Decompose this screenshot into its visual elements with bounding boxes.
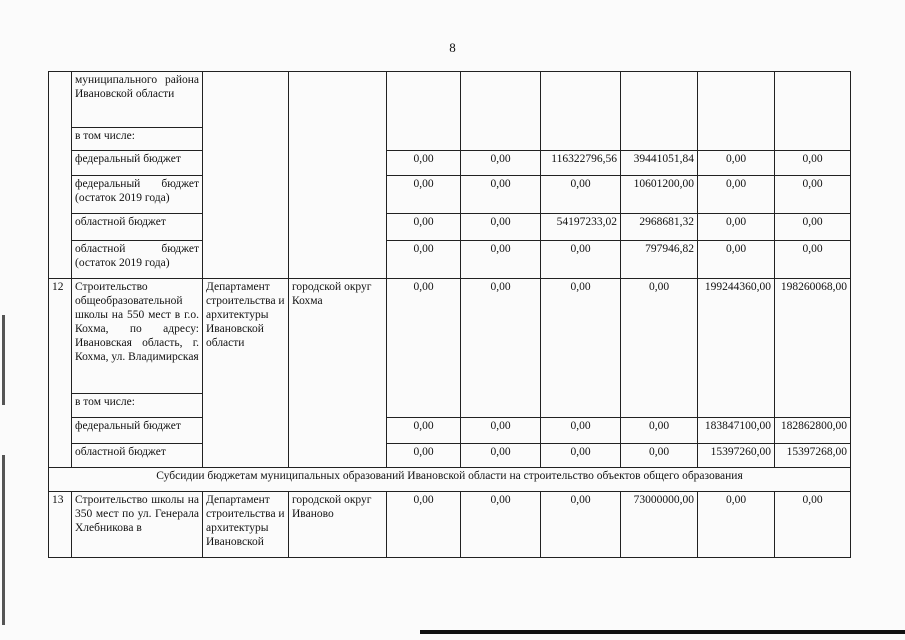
value-cell: 0,00 [775, 214, 851, 241]
item-number: 12 [49, 279, 72, 468]
value-cell: 198260068,00 [775, 279, 851, 418]
value-cell: 0,00 [698, 492, 775, 558]
value-cell: 15397260,00 [698, 444, 775, 468]
table-row [49, 279, 851, 394]
section-row [49, 468, 851, 492]
row-desc: областной бюджет (остаток 2019 года) [72, 241, 203, 279]
value-cell: 0,00 [461, 418, 541, 444]
table-row [49, 151, 851, 176]
value-cell: 2968681,32 [621, 214, 698, 241]
value-cell: 797946,82 [621, 241, 698, 279]
table-row [49, 444, 851, 468]
value-cell: 0,00 [698, 176, 775, 214]
value-cell: 0,00 [461, 444, 541, 468]
item-description: Строительство общеобразовательной школы на 550 мест в г.о. Кохма, по адресу: Ивановская область, г. Кохма, ул. Владимирская [72, 279, 203, 394]
row-desc: областной бюджет [72, 444, 203, 468]
value-cell: 182862800,00 [775, 418, 851, 444]
value-cell: 0,00 [621, 418, 698, 444]
value-cell: 183847100,00 [698, 418, 775, 444]
row-desc: федеральный бюджет (остаток 2019 года) [72, 176, 203, 214]
item-place: городской округ Иваново [289, 492, 387, 558]
row-desc: в том числе: [72, 394, 203, 418]
value-cell: 199244360,00 [698, 279, 775, 418]
budget-table [48, 71, 851, 558]
value-cell: 0,00 [621, 444, 698, 468]
value-cell: 0,00 [541, 241, 621, 279]
value-cell: 0,00 [387, 444, 461, 468]
value-cell: 0,00 [387, 492, 461, 558]
value-cell: 39441051,84 [621, 151, 698, 176]
value-cell: 0,00 [775, 151, 851, 176]
row-desc: в том числе: [72, 128, 203, 151]
value-cell: 0,00 [387, 279, 461, 418]
value-cell: 0,00 [387, 241, 461, 279]
value-cell: 15397268,00 [775, 444, 851, 468]
scan-mark [2, 455, 5, 625]
value-cell: 73000000,00 [621, 492, 698, 558]
value-cell: 0,00 [775, 241, 851, 279]
value-cell: 0,00 [387, 151, 461, 176]
row-desc: федеральный бюджет [72, 418, 203, 444]
value-cell: 10601200,00 [621, 176, 698, 214]
table-row [49, 214, 851, 241]
value-cell: 0,00 [698, 151, 775, 176]
value-cell: 0,00 [541, 176, 621, 214]
row-desc: муниципального района Ивановской области [72, 72, 203, 128]
value-cell: 54197233,02 [541, 214, 621, 241]
value-cell: 0,00 [387, 418, 461, 444]
value-cell: 0,00 [698, 241, 775, 279]
item-place: городской округ Кохма [289, 279, 387, 468]
value-cell: 0,00 [775, 176, 851, 214]
value-cell: 0,00 [698, 214, 775, 241]
value-cell: 0,00 [461, 492, 541, 558]
value-cell: 0,00 [621, 279, 698, 418]
page-number: 8 [449, 40, 456, 55]
value-cell: 0,00 [541, 279, 621, 418]
item-organization: Департамент строительства и архитектуры Ивановской области [203, 279, 289, 468]
value-cell: 0,00 [461, 279, 541, 418]
value-cell: 116322796,56 [541, 151, 621, 176]
value-cell: 0,00 [461, 241, 541, 279]
value-cell: 0,00 [461, 214, 541, 241]
value-cell: 0,00 [461, 151, 541, 176]
scan-mark [2, 315, 5, 405]
item-organization: Департамент строительства и архитектуры Ивановской [203, 492, 289, 558]
table-row [49, 418, 851, 444]
value-cell: 0,00 [387, 214, 461, 241]
table-row [49, 241, 851, 279]
row-desc: федеральный бюджет [72, 151, 203, 176]
table-row [49, 176, 851, 214]
table-row [49, 492, 851, 558]
value-cell: 0,00 [461, 176, 541, 214]
table-row [49, 72, 851, 128]
section-title: Субсидии бюджетам муниципальных образований Ивановской области на строительство объектов общего образования [49, 468, 851, 492]
item-description: Строительство школы на 350 мест по ул. Генерала Хлебникова в [72, 492, 203, 558]
value-cell: 0,00 [541, 418, 621, 444]
value-cell: 0,00 [541, 444, 621, 468]
row-desc: областной бюджет [72, 214, 203, 241]
item-number: 13 [49, 492, 72, 558]
scan-edge-line [420, 630, 905, 634]
value-cell: 0,00 [541, 492, 621, 558]
value-cell: 0,00 [775, 492, 851, 558]
value-cell: 0,00 [387, 176, 461, 214]
